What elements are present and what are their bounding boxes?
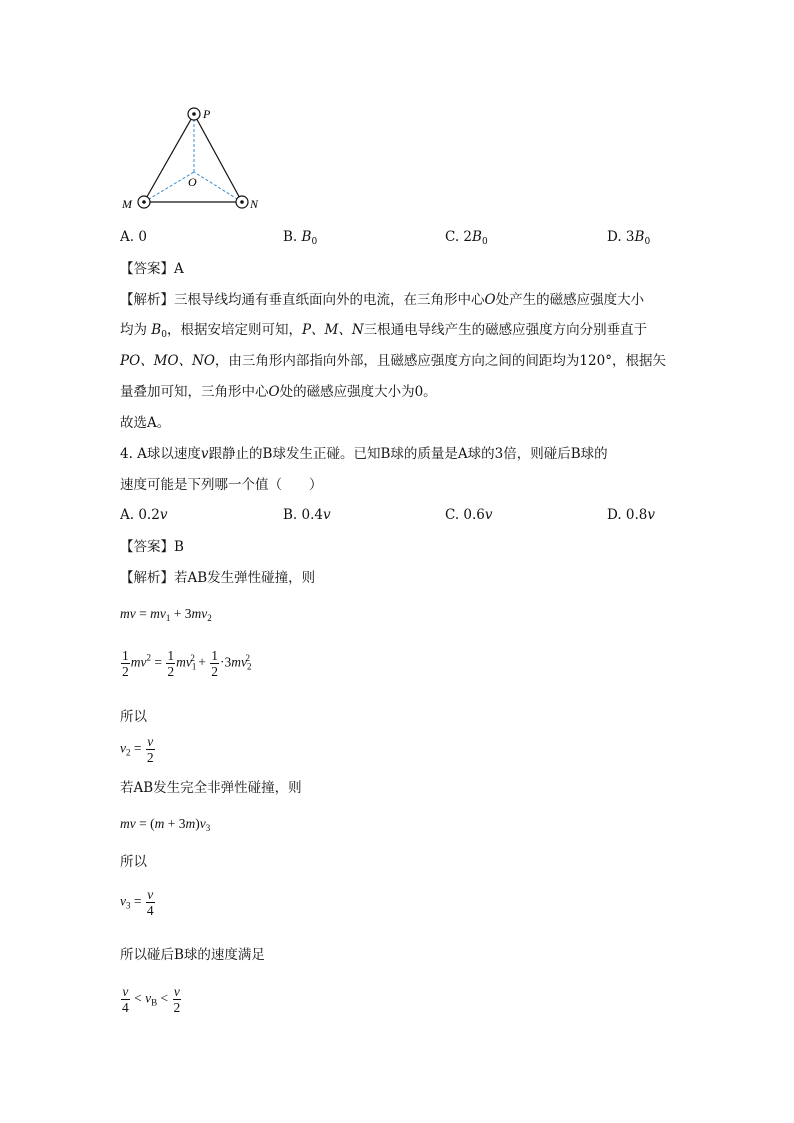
q3-analysis-line2: 均为 $B_0$，根据安培定则可知，P、M、N三根通电导线产生的磁感应强度方向分别垂直于: [120, 322, 648, 340]
q4-option-a: A. 0.2v: [120, 507, 168, 523]
eq-v2: $v_2$ = $\frac{v}{2}$: [120, 734, 154, 765]
label-n: N: [250, 197, 259, 211]
q3-option-a: A. 0: [120, 229, 147, 245]
eq-range-vb: $\frac{v}{4}$ < $v_B$ < $\frac{v}{2}$: [122, 984, 181, 1015]
eq-v3: $v_3$ = $\frac{v}{4}$: [120, 887, 154, 918]
side-pn: [194, 114, 242, 202]
triangle-wire-diagram: [118, 98, 278, 216]
q3-analysis-line1: 【解析】三根导线均通有垂直纸面向外的电流，在三角形中心O处产生的磁感应强度大小: [120, 292, 645, 308]
dashed-mo: [144, 172, 194, 202]
label-p: P: [203, 107, 211, 121]
q3-option-d: D. $3B_0$: [607, 229, 651, 247]
q4-so-2: 所以: [120, 854, 147, 870]
label-m: M: [122, 197, 132, 211]
q4-answer: 【答案】B: [120, 539, 184, 555]
eq-momentum-inelastic: mv = $(m + 3m)v_3$: [120, 816, 211, 833]
wire-n-out-icon: [236, 196, 248, 208]
dashed-no: [194, 172, 242, 202]
eq-momentum-elastic: mv = $mv_1 + 3mv_2$: [120, 606, 212, 623]
label-o: O: [188, 175, 197, 189]
eq-energy-elastic: $\frac{1}{2}$ $mv^2$ = $\frac{1}{2}$ $mv_1^2$ + $\frac{1}{2}$ $\cdot 3mv_2^2$: [122, 648, 252, 679]
q4-inelastic: 若AB发生完全非弹性碰撞，则: [120, 780, 302, 796]
q4-analysis-line1: 【解析】若AB发生弹性碰撞，则: [120, 570, 316, 586]
side-pm: [144, 114, 194, 202]
q3-analysis-line3: PO、MO、NO，由三角形内部指向外部，且磁感应强度方向之间的间距均为120°，根据矢: [120, 353, 666, 369]
q4-stem-line2: 速度可能是下列哪一个值（ ）: [120, 477, 323, 493]
q3-analysis-line4: 量叠加可知，三角形中心O处的磁感应强度大小为0。: [120, 384, 437, 400]
q3-option-b: B. $B_0$: [283, 229, 318, 247]
q4-so-1: 所以: [120, 709, 147, 725]
q3-answer: 【答案】A: [120, 261, 184, 277]
wire-p-out-icon: [188, 108, 200, 120]
q3-option-c: C. $2B_0$: [445, 229, 488, 247]
wire-m-out-icon: [138, 196, 150, 208]
q4-option-d: D. 0.8v: [607, 507, 656, 523]
q4-option-b: B. 0.4v: [283, 507, 331, 523]
q4-conclusion: 所以碰后B球的速度满足: [120, 947, 265, 963]
q4-option-c: C. 0.6v: [445, 507, 493, 523]
q3-choose: 故选A。: [120, 415, 171, 431]
q4-stem-line1: 4. A球以速度v跟静止的B球发生正碰。已知B球的质量是A球的3倍，则碰后B球的: [120, 446, 608, 462]
